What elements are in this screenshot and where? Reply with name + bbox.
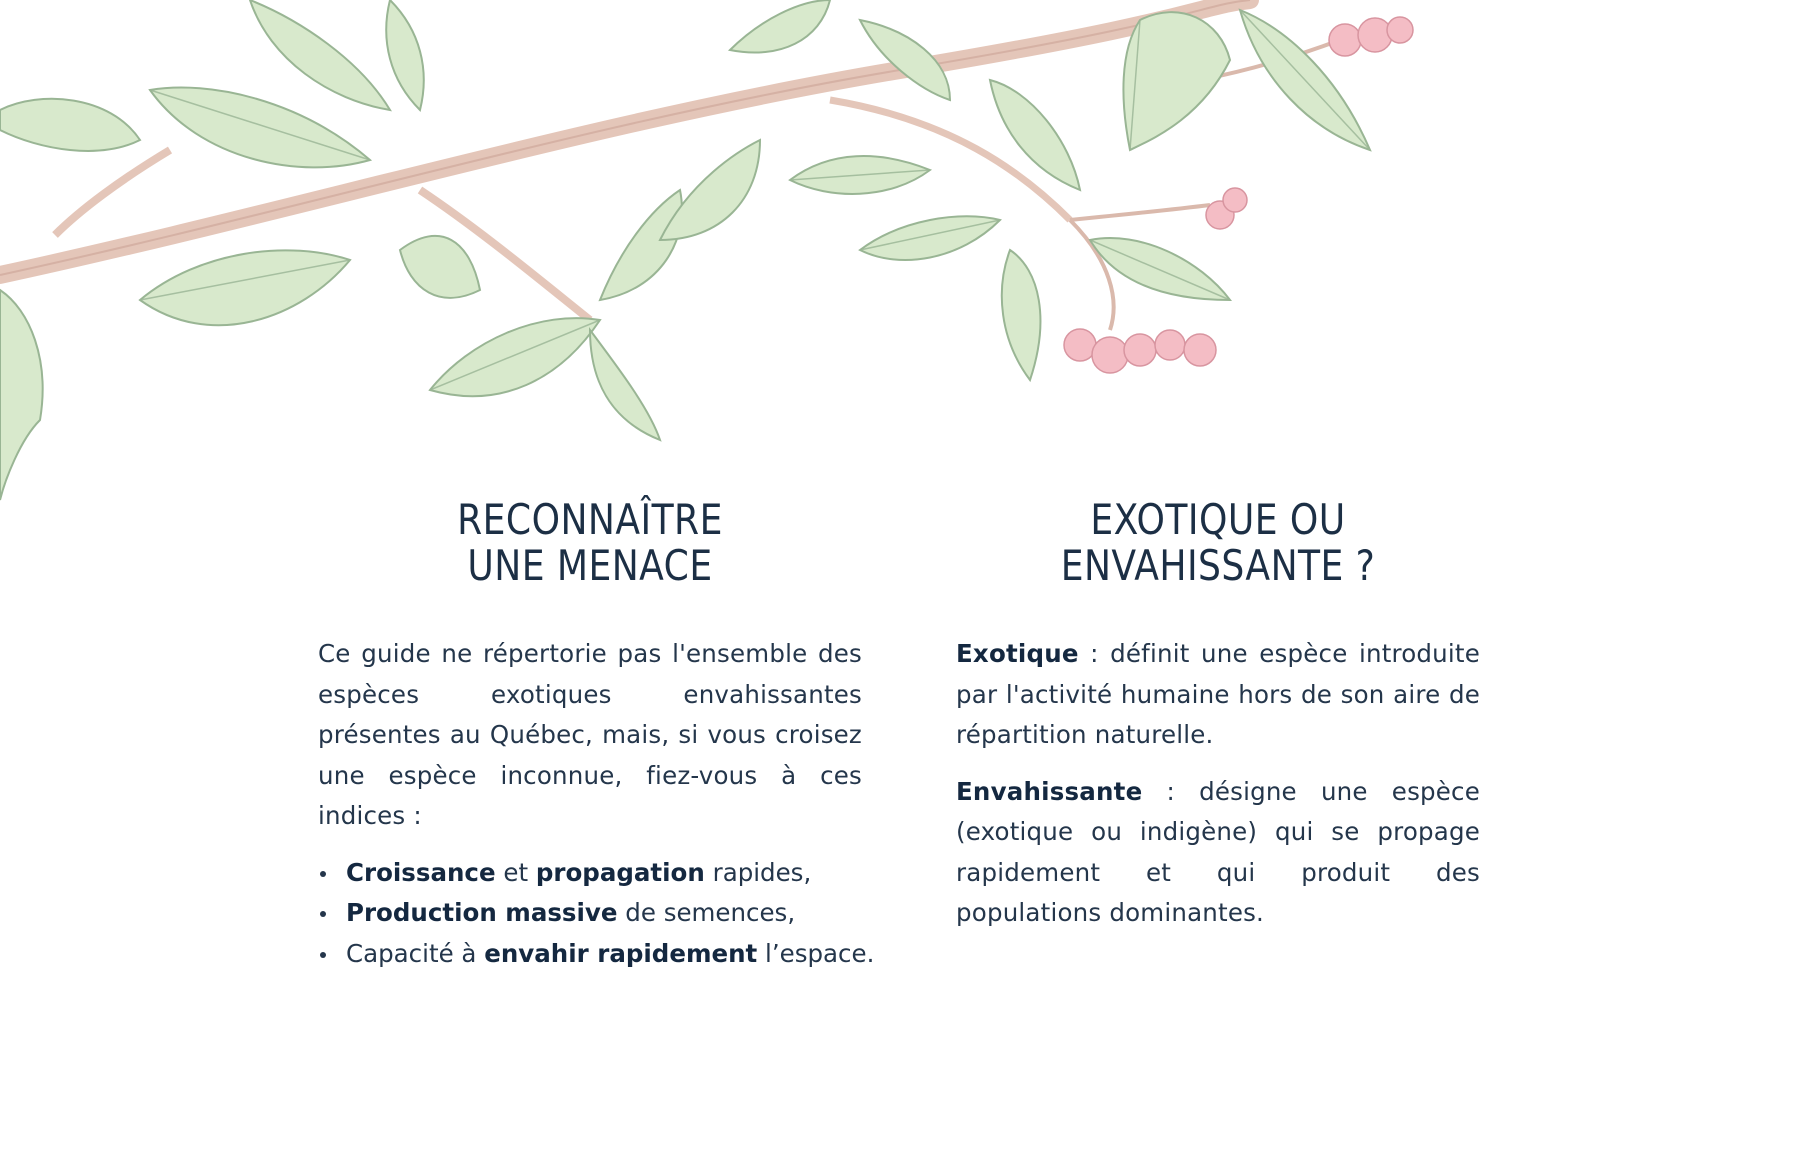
leaf xyxy=(140,250,350,325)
leaf xyxy=(0,290,43,500)
term-exotic: Exotique xyxy=(956,639,1079,668)
leaf xyxy=(600,190,682,300)
leaf xyxy=(590,330,660,440)
section-title-exotic xyxy=(993,497,1444,589)
list-item: Production massive de semences, xyxy=(318,893,862,934)
berry xyxy=(1358,18,1392,52)
botanical-illustration xyxy=(0,0,1800,520)
leaf xyxy=(990,80,1080,190)
leaf xyxy=(860,216,1000,260)
leaf xyxy=(250,0,390,110)
title-line-2: ENVAHISSANTE ? xyxy=(1060,541,1376,590)
branch xyxy=(1070,220,1114,330)
title-line-1: RECONNAÎTRE xyxy=(457,495,723,544)
leaf xyxy=(660,140,760,240)
definition-exotic: Exotique : définit une espèce introduite par l'activité humaine hors de son aire de répartition naturelle. xyxy=(956,639,1480,749)
berry xyxy=(1223,188,1247,212)
berry xyxy=(1387,17,1413,43)
leaf xyxy=(400,236,480,298)
list-item: Croissance et propagation rapides, xyxy=(318,853,862,894)
leaf xyxy=(150,88,370,168)
leaf xyxy=(0,99,140,151)
berry xyxy=(1092,337,1128,373)
berry xyxy=(1155,330,1185,360)
branch xyxy=(1070,205,1210,220)
section-title-recognize xyxy=(356,497,824,589)
berry xyxy=(1329,24,1361,56)
exotic-invasive-section xyxy=(956,497,1480,950)
berry xyxy=(1184,334,1216,366)
berry xyxy=(1064,329,1096,361)
branch xyxy=(55,150,170,235)
term-invasive: Envahissante xyxy=(956,776,1143,806)
indicator-list xyxy=(318,853,875,975)
intro-paragraph: Ce guide ne répertorie pas l'ensemble des espèces exotiques envahissantes présentes au Québec, mais, si vous croisez une espèce inconnue, fiez-vous à ces indices : xyxy=(318,639,862,830)
title-line-2: UNE MENACE xyxy=(467,541,713,590)
title-line-1: EXOTIQUE OU xyxy=(1090,495,1346,544)
recognize-threat-section xyxy=(318,495,875,974)
leaf xyxy=(386,0,424,110)
leaf xyxy=(1002,250,1041,380)
berry xyxy=(1124,334,1156,366)
leaf xyxy=(730,0,830,53)
list-item: Capacité à envahir rapidement l’espace. xyxy=(318,934,862,975)
definition-invasive: Envahissante : désigne une espèce (exotique ou indigène) qui se propage rapidement et qui produit des populations dominantes. xyxy=(956,776,1480,927)
